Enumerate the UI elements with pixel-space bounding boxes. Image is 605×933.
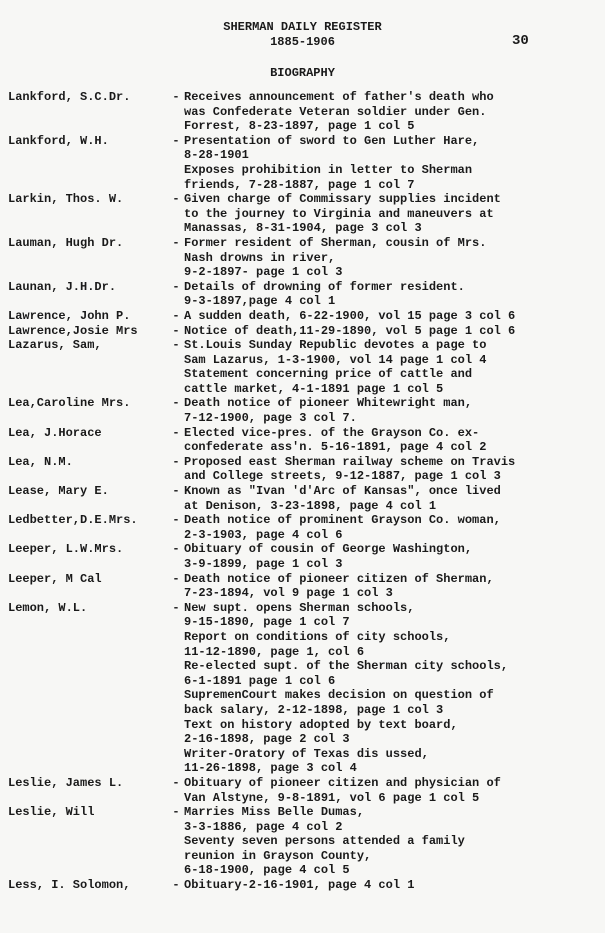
entry-line: Obituary of pioneer citizen and physician of bbox=[184, 775, 501, 790]
biography-entry bbox=[8, 542, 600, 571]
entry-text bbox=[184, 572, 600, 601]
entry-line: was Confederate Veteran soldier under Gen. bbox=[184, 104, 487, 119]
entry-line: Exposes prohibition in letter to Sherman bbox=[184, 162, 473, 177]
register-title-line2: 1885-1906 bbox=[270, 35, 335, 49]
entry-separator: - bbox=[172, 90, 180, 104]
entry-line: Text on history adopted by text board, bbox=[184, 717, 458, 732]
entry-line: Sam Lazarus, 1-3-1900, vol 14 page 1 col 4 bbox=[184, 352, 487, 367]
entry-separator: - bbox=[172, 192, 180, 207]
entry-name: Larkin, Thos. W. bbox=[8, 192, 124, 207]
entry-line: Obituary of cousin of George Washington, bbox=[184, 542, 473, 557]
biography-entry bbox=[8, 776, 600, 805]
biography-entry bbox=[8, 324, 600, 339]
entry-line: Former resident of Sherman, cousin of Mrs. bbox=[184, 235, 487, 250]
entry-separator: - bbox=[172, 235, 180, 250]
entry-separator: - bbox=[172, 513, 180, 528]
register-title-line1: SHERMAN DAILY REGISTER bbox=[223, 20, 382, 34]
entry-line: 9-2-1897- page 1 col 3 bbox=[184, 265, 343, 280]
biography-entry bbox=[8, 484, 600, 513]
entry-line: Manassas, 8-31-1904, page 3 col 3 bbox=[184, 221, 422, 236]
biography-entry bbox=[8, 192, 600, 236]
entry-line: Van Alstyne, 9-8-1891, vol 6 page 1 col 5 bbox=[184, 790, 480, 805]
entry-line: Forrest, 8-23-1897, page 1 col 5 bbox=[184, 119, 415, 134]
entry-line: Elected vice-pres. of the Grayson Co. ex- bbox=[184, 425, 480, 440]
entry-line: 7-12-1900, page 3 col 7. bbox=[184, 411, 357, 426]
entry-line: 3-9-1899, page 1 col 3 bbox=[184, 557, 343, 571]
entry-text bbox=[184, 601, 600, 776]
entry-text bbox=[184, 455, 600, 484]
entry-separator: - bbox=[172, 542, 180, 557]
entry-name: Leslie, James L. bbox=[8, 775, 124, 790]
entry-line: Report on conditions of city schools, bbox=[184, 629, 451, 644]
biography-entry bbox=[8, 601, 600, 776]
entry-text bbox=[184, 484, 600, 513]
entry-line: 11-12-1890, page 1, col 6 bbox=[184, 644, 365, 659]
entry-line: Death notice of pioneer Whitewright man, bbox=[184, 396, 473, 411]
entry-separator: - bbox=[172, 775, 180, 790]
entry-line: reunion in Grayson County, bbox=[184, 848, 372, 863]
entry-line: Death notice of prominent Grayson Co. woman, bbox=[184, 513, 501, 528]
entry-separator: - bbox=[172, 805, 180, 820]
biography-entries bbox=[8, 90, 600, 893]
entry-name: Ledbetter,D.E.Mrs. bbox=[8, 513, 138, 528]
entry-line: 9-15-1890, page 1 col 7 bbox=[184, 615, 350, 630]
entry-line: Death notice of pioneer citizen of Sherman, bbox=[184, 571, 494, 586]
entry-line: back salary, 2-12-1898, page 1 col 3 bbox=[184, 702, 444, 717]
entry-name: Launan, J.H.Dr. bbox=[8, 279, 117, 294]
entry-name: Lazarus, Sam, bbox=[8, 338, 102, 353]
entry-text bbox=[184, 280, 600, 309]
entry-separator: - bbox=[172, 484, 180, 499]
entry-separator: - bbox=[172, 396, 180, 411]
entry-text bbox=[184, 426, 600, 455]
entry-line: 3-3-1886, page 4 col 2 bbox=[184, 819, 343, 834]
biography-entry bbox=[8, 426, 600, 455]
entry-separator: - bbox=[172, 279, 180, 294]
section-heading: BIOGRAPHY bbox=[270, 66, 335, 80]
entry-separator: - bbox=[172, 600, 180, 615]
biography-entry bbox=[8, 878, 600, 893]
entry-line: Writer-Oratory of Texas dis ussed, bbox=[184, 746, 429, 761]
entry-name: Less, I. Solomon, bbox=[8, 878, 131, 893]
biography-entry bbox=[8, 236, 600, 280]
entry-line: Seventy seven persons attended a family bbox=[184, 834, 465, 849]
entry-line: cattle market, 4-1-1891 page 1 col 5 bbox=[184, 381, 444, 396]
entry-separator: - bbox=[172, 338, 180, 353]
entry-line: 6-18-1900, page 4 col 5 bbox=[184, 863, 350, 878]
entry-text bbox=[184, 90, 600, 134]
entry-text bbox=[184, 338, 600, 396]
entry-line: Details of drowning of former resident. bbox=[184, 279, 465, 294]
entry-text bbox=[184, 236, 600, 280]
entry-text bbox=[184, 805, 600, 878]
entry-text bbox=[184, 309, 600, 324]
entry-text bbox=[184, 396, 600, 425]
biography-entry bbox=[8, 338, 600, 396]
entry-text bbox=[184, 776, 600, 805]
entry-name: Lankford, S.C.Dr. bbox=[8, 90, 131, 104]
entry-name: Lawrence,Josie Mrs bbox=[8, 323, 138, 338]
entry-line: Obituary-2-16-1901, page 4 col 1 bbox=[184, 878, 415, 893]
biography-entry bbox=[8, 513, 600, 542]
entry-line: Given charge of Commissary supplies incident bbox=[184, 192, 501, 207]
entry-line: 9-3-1897,page 4 col 1 bbox=[184, 294, 336, 309]
entry-text bbox=[184, 542, 600, 571]
biography-entry bbox=[8, 134, 600, 192]
entry-line: to the journey to Virginia and maneuvers at bbox=[184, 206, 494, 221]
biography-entry bbox=[8, 572, 600, 601]
entry-name: Leeper, M Cal bbox=[8, 571, 102, 586]
entry-line: Re-elected supt. of the Sherman city schools, bbox=[184, 659, 509, 674]
entry-line: 6-1-1891 page 1 col 6 bbox=[184, 673, 336, 688]
entry-line: SupremenCourt makes decision on question of bbox=[184, 688, 494, 703]
entry-name: Lankford, W.H. bbox=[8, 133, 109, 148]
entry-separator: - bbox=[172, 425, 180, 440]
entry-line: Notice of death,11-29-1890, vol 5 page 1 col 6 bbox=[184, 323, 516, 338]
entry-line: Receives announcement of father's death who bbox=[184, 90, 494, 104]
page-number: 30 bbox=[512, 33, 529, 49]
entry-line: confederate ass'n. 5-16-1891, page 4 col 2 bbox=[184, 440, 487, 455]
entry-line: 8-28-1901 bbox=[184, 148, 249, 163]
entry-line: Statement concerning price of cattle and bbox=[184, 367, 473, 382]
entry-line: New supt. opens Sherman schools, bbox=[184, 600, 415, 615]
entry-text bbox=[184, 192, 600, 236]
entry-line: Proposed east Sherman railway scheme on Travis bbox=[184, 454, 516, 469]
entry-line: and College streets, 9-12-1887, page 1 col 3 bbox=[184, 469, 501, 484]
entry-name: Lemon, W.L. bbox=[8, 600, 88, 615]
entry-text bbox=[184, 513, 600, 542]
entry-text bbox=[184, 134, 600, 192]
entry-line: 2-3-1903, page 4 col 6 bbox=[184, 527, 343, 542]
biography-entry bbox=[8, 90, 600, 134]
biography-entry bbox=[8, 805, 600, 878]
entry-name: Lease, Mary E. bbox=[8, 484, 109, 499]
entry-name: Leslie, Will bbox=[8, 805, 95, 820]
entry-line: Presentation of sword to Gen Luther Hare, bbox=[184, 133, 480, 148]
entry-line: 7-23-1894, vol 9 page 1 col 3 bbox=[184, 586, 393, 601]
entry-line: 2-16-1898, page 2 col 3 bbox=[184, 732, 350, 747]
entry-line: Known as "Ivan 'd'Arc of Kansas", once lived bbox=[184, 484, 501, 499]
entry-line: A sudden death, 6-22-1900, vol 15 page 3 col 6 bbox=[184, 308, 516, 323]
entry-name: Lea, J.Horace bbox=[8, 425, 102, 440]
entry-line: Nash drowns in river, bbox=[184, 250, 336, 265]
entry-name: Lawrence, John P. bbox=[8, 308, 131, 323]
entry-text bbox=[184, 324, 600, 339]
entry-line: 11-26-1898, page 3 col 4 bbox=[184, 761, 357, 776]
biography-entry bbox=[8, 396, 600, 425]
biography-entry bbox=[8, 280, 600, 309]
entry-separator: - bbox=[172, 308, 180, 323]
entry-separator: - bbox=[172, 571, 180, 586]
entry-line: friends, 7-28-1887, page 1 col 7 bbox=[184, 177, 415, 192]
biography-entry bbox=[8, 309, 600, 324]
entry-line: St.Louis Sunday Republic devotes a page to bbox=[184, 338, 487, 353]
entry-line: at Denison, 3-23-1898, page 4 col 1 bbox=[184, 498, 437, 513]
entry-name: Lea, N.M. bbox=[8, 454, 73, 469]
entry-name: Lauman, Hugh Dr. bbox=[8, 235, 124, 250]
entry-name: Lea,Caroline Mrs. bbox=[8, 396, 131, 411]
entry-separator: - bbox=[172, 323, 180, 338]
entry-name: Leeper, L.W.Mrs. bbox=[8, 542, 124, 557]
entry-separator: - bbox=[172, 454, 180, 469]
entry-text bbox=[184, 878, 600, 893]
entry-separator: - bbox=[172, 878, 180, 893]
biography-entry bbox=[8, 455, 600, 484]
entry-separator: - bbox=[172, 133, 180, 148]
entry-line: Marries Miss Belle Dumas, bbox=[184, 805, 365, 820]
